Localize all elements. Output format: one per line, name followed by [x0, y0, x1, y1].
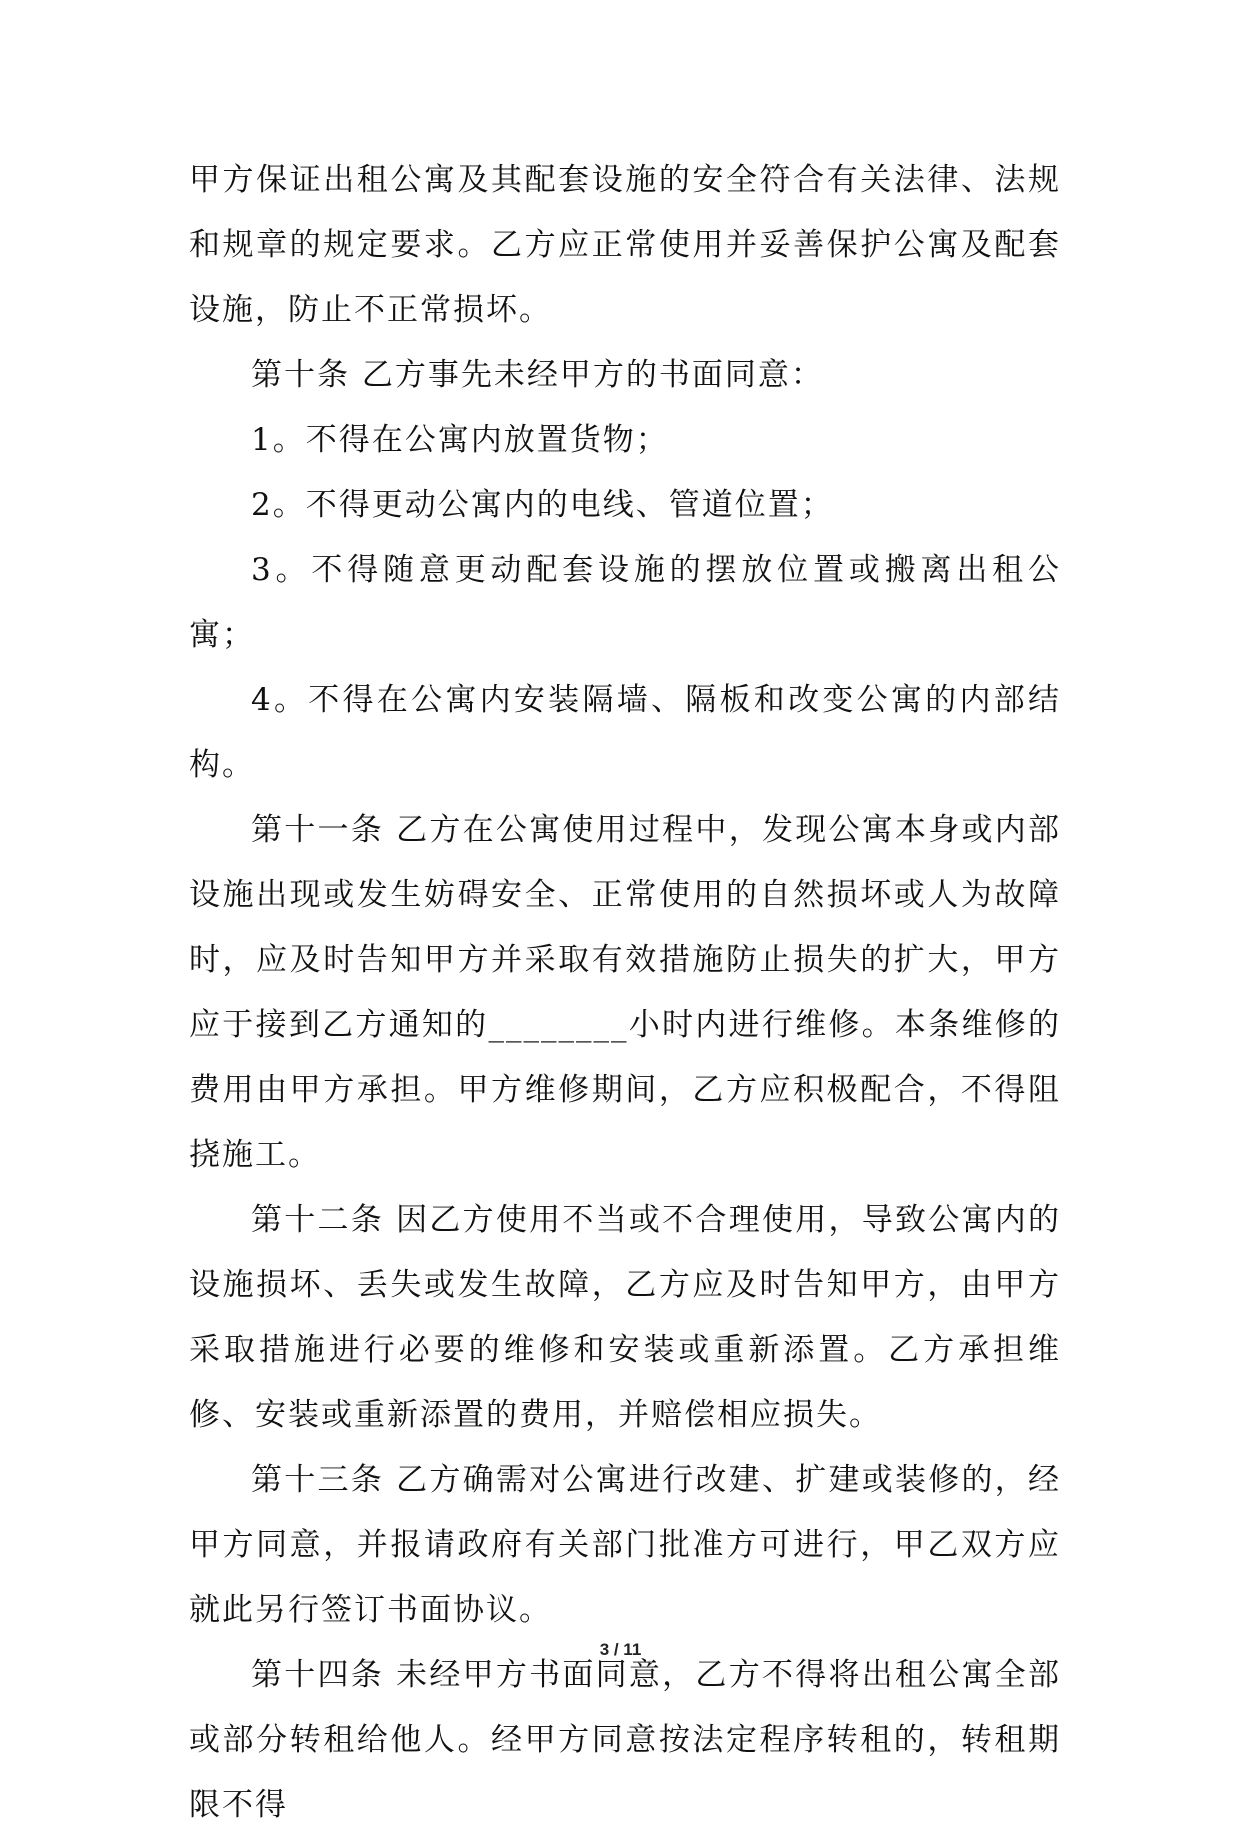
list-item-3: 3。不得随意更动配套设施的摆放位置或搬离出租公寓；: [189, 552, 1061, 653]
paragraph-article-10: 第十条 乙方事先未经甲方的书面同意：: [251, 357, 824, 393]
list-item-1: 1。不得在公寓内放置货物；: [251, 422, 669, 458]
paragraph-article-11: 第十一条 乙方在公寓使用过程中，发现公寓本身或内部设施出现或发生妨碍安全、正常使用的自然损坏或人为故障时，应及时告知甲方并采取有效措施防止损失的扩大，甲方应于接到乙方通知的________小时内进行维修。本条维修的费用由甲方承担。甲方维修期间，乙方应积极配合，不得阻挠施工。: [189, 812, 1061, 1173]
list-item-4: 4。不得在公寓内安装隔墙、隔板和改变公寓的内部结构。: [189, 682, 1061, 783]
document-body: [189, 148, 1061, 1838]
list-item-2: 2。不得更动公寓内的电线、管道位置；: [251, 487, 834, 523]
page-number: 3 / 11: [599, 1640, 642, 1659]
paragraph-article-12: 第十二条 因乙方使用不当或不合理使用，导致公寓内的设施损坏、丢失或发生故障，乙方应及时告知甲方，由甲方采取措施进行必要的维修和安装或重新添置。乙方承担维修、安装或重新添置的费用，并赔偿相应损失。: [189, 1202, 1061, 1433]
paragraph-article-13: 第十三条 乙方确需对公寓进行改建、扩建或装修的，经甲方同意，并报请政府有关部门批准方可进行，甲乙双方应就此另行签订书面协议。: [189, 1462, 1061, 1628]
paragraph-article-14: 第十四条 未经甲方书面同意，乙方不得将出租公寓全部或部分转租给他人。经甲方同意按法定程序转租的，转租期限不得: [189, 1657, 1061, 1823]
paragraph-facility-safety: 甲方保证出租公寓及其配套设施的安全符合有关法律、法规和规章的规定要求。乙方应正常使用并妥善保护公寓及配套设施，防止不正常损坏。: [189, 162, 1061, 328]
